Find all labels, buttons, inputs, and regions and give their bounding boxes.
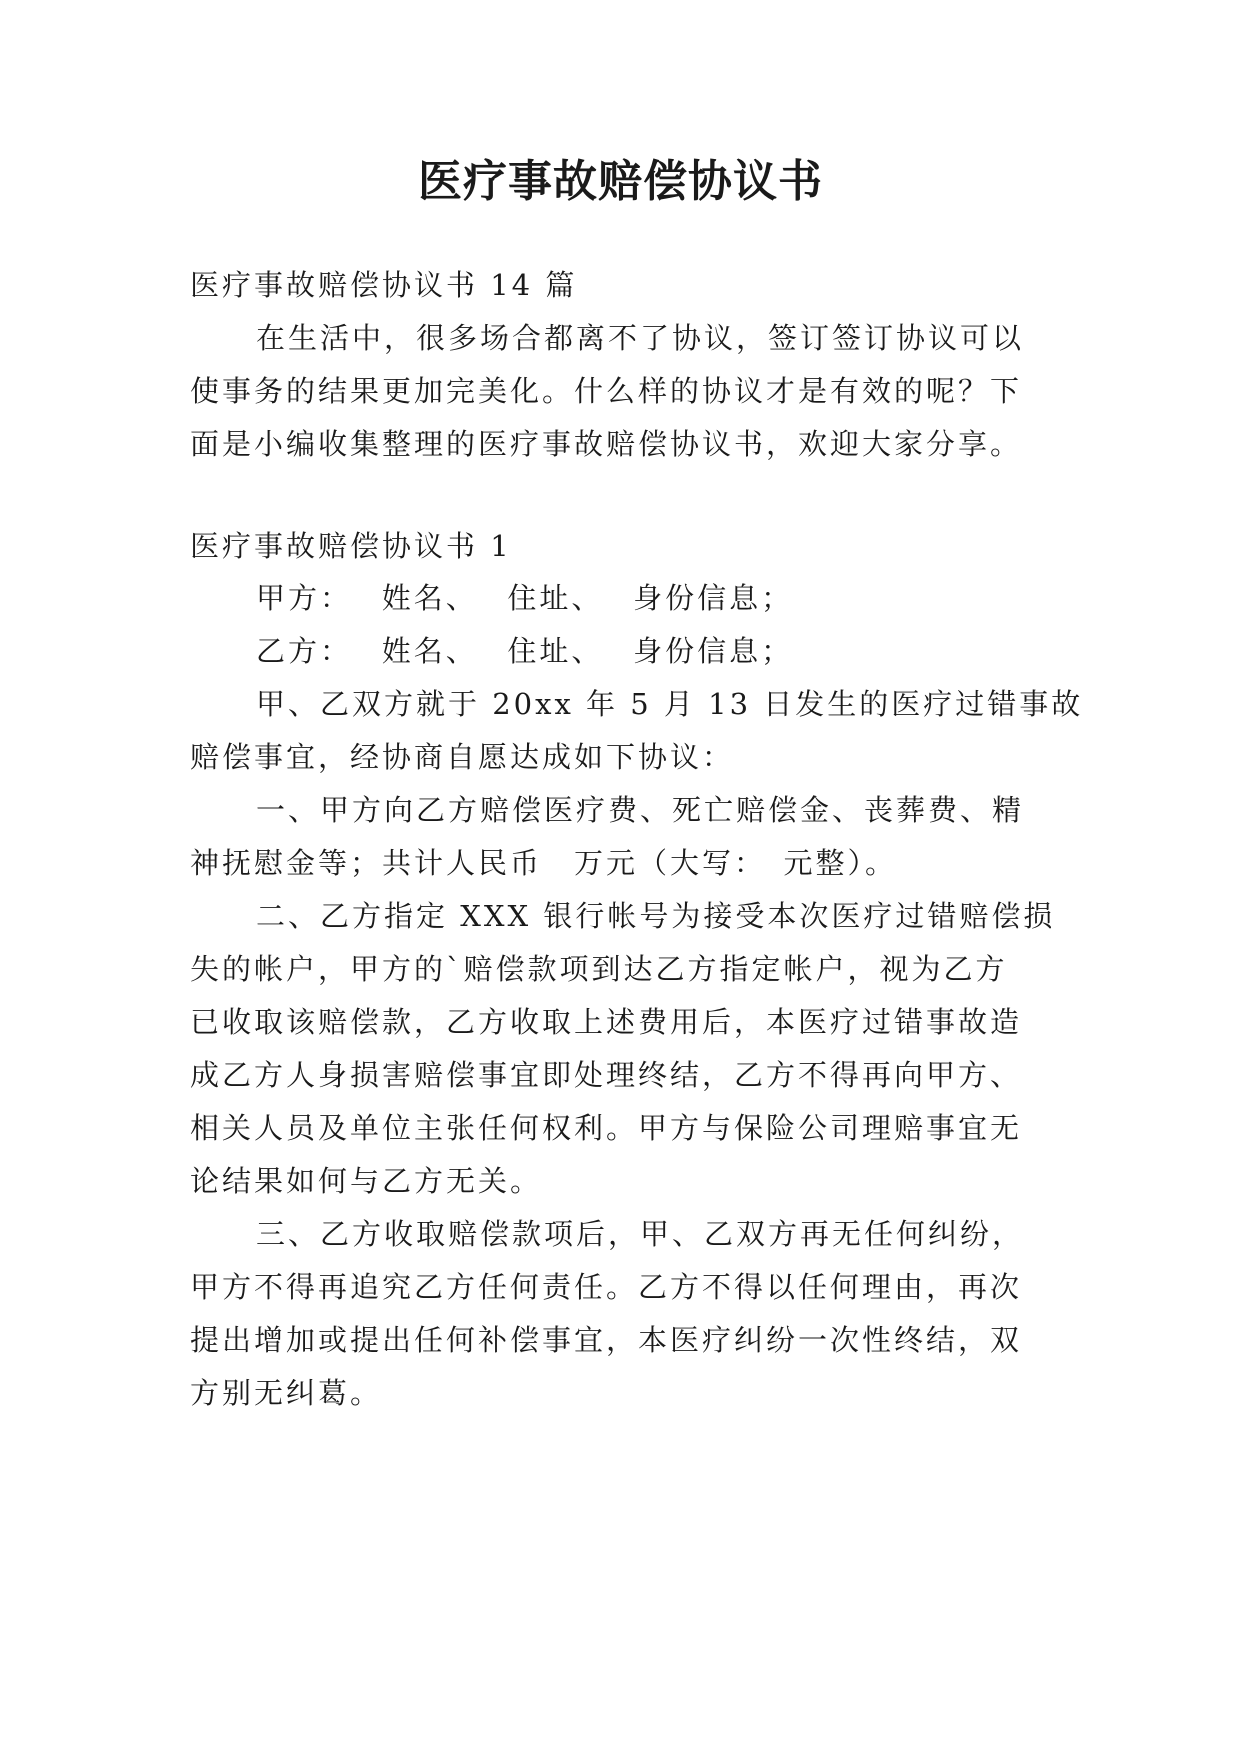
- clause-3-line: 提出增加或提出任何补偿事宜，本医疗纠纷一次性终结，双: [190, 1323, 1023, 1357]
- clause-2-line: 二、乙方指定 XXX 银行帐号为接受本次医疗过错赔偿损: [256, 899, 1056, 933]
- clause-1-line: 一、甲方向乙方赔偿医疗费、死亡赔偿金、丧葬费、精: [256, 793, 1025, 827]
- clause-3-line: 方别无纠葛。: [190, 1376, 383, 1410]
- clause-2-line: 相关人员及单位主张任何权利。甲方与保险公司理赔事宜无: [190, 1111, 1023, 1145]
- clause-1-line: 神抚慰金等；共计人民币 万元（大写： 元整）。: [190, 846, 898, 880]
- clause-3-line: 甲方不得再追究乙方任何责任。乙方不得以任何理由，再次: [190, 1270, 1023, 1304]
- clause-intro-line: 甲、乙双方就于 20xx 年 5 月 13 日发生的医疗过错事故: [256, 687, 1084, 721]
- clause-2-line: 失的帐户，甲方的`赔偿款项到达乙方指定帐户，视为乙方: [190, 952, 1008, 986]
- clause-intro-line: 赔偿事宜，经协商自愿达成如下协议：: [190, 740, 735, 774]
- clause-2-line: 已收取该赔偿款，乙方收取上述费用后，本医疗过错事故造: [190, 1005, 1023, 1039]
- clause-2-line: 论结果如何与乙方无关。: [190, 1164, 543, 1198]
- intro-line: 在生活中，很多场合都离不了协议，签订签订协议可以: [256, 321, 1025, 355]
- clause-3-line: 三、乙方收取赔偿款项后，甲、乙双方再无任何纠纷，: [256, 1217, 1025, 1251]
- intro-line: 面是小编收集整理的医疗事故赔偿协议书，欢迎大家分享。: [190, 427, 1023, 461]
- party-b-line: 乙方： 姓名、 住址、 身份信息；: [256, 634, 794, 668]
- clause-2-line: 成乙方人身损害赔偿事宜即处理终结，乙方不得再向甲方、: [190, 1058, 1023, 1092]
- document-title: 医疗事故赔偿协议书: [418, 156, 823, 207]
- intro-line: 使事务的结果更加完美化。什么样的协议才是有效的呢？下: [190, 374, 1023, 408]
- party-a-line: 甲方： 姓名、 住址、 身份信息；: [256, 581, 794, 615]
- document-subtitle: 医疗事故赔偿协议书 14 篇: [190, 268, 578, 302]
- section-heading: 医疗事故赔偿协议书 1: [190, 529, 512, 563]
